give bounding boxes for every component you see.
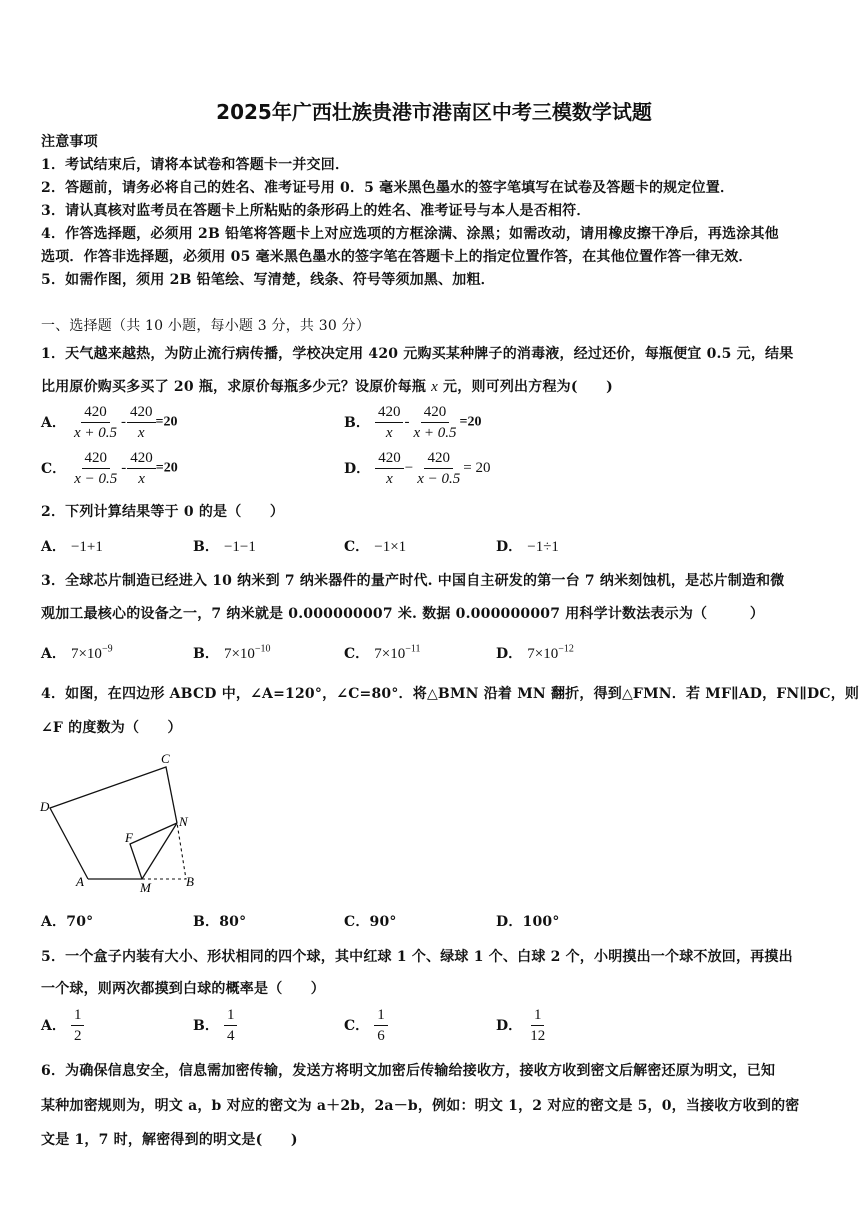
quadrilateral-figure <box>36 745 206 893</box>
label-d: D <box>40 799 50 814</box>
q1-option-b: B． $\frac{420}{x}$ - $\frac{420}{x + 0.5}$ =20 <box>344 404 482 441</box>
notice-item: 5．如需作图，须用 2B 铅笔绘、写清楚，线条、符号等须加黑、加粗． <box>41 272 495 288</box>
q3-stem-line1: 3．全球芯片制造已经进入 10 纳米到 7 纳米器件的量产时代. 中国自主研发的第一台 7 纳米刻蚀机，是芯片制造和微 <box>41 573 785 589</box>
notice-heading: 注意事项 <box>41 134 98 150</box>
q4-stem-line1: 4．如图，在四边形 ABCD 中，∠A=120°，∠C=80°．将△BMN 沿着 MN 翻折，得到△FMN．若 MF∥AD，FN∥DC，则 <box>41 686 860 702</box>
q6-stem-line3: 文是 1，7 时，解密得到的明文是( ) <box>41 1132 298 1148</box>
label-m: M <box>140 880 151 893</box>
q4-option-a: A．70° <box>41 914 94 930</box>
q1-stem-line1: 1．天气越来越热，为防止流行病传播，学校决定用 420 元购买某种牌子的消毒液，经过还价，每瓶便宜 0.5 元，结果 <box>41 346 794 362</box>
q2-option-c: C． −1×1 <box>344 539 407 555</box>
label-n: N <box>179 814 188 829</box>
notice-item: 选项．作答非选择题，必须用 05 毫米黑色墨水的签字笔在答题卡上的指定位置作答，在其他位置作答一律无效． <box>41 249 753 265</box>
q4-option-d: D．100° <box>496 914 560 930</box>
q5-option-a: A． $\frac{1}{2}$ <box>41 1006 84 1045</box>
q2-stem: 2．下列计算结果等于 0 的是（ ） <box>41 504 285 520</box>
folded-triangle-bmn <box>142 823 186 879</box>
section-heading: 一、选择题（共 10 小题，每小题 3 分，共 30 分） <box>41 318 371 334</box>
notice-item: 3．请认真核对监考员在答题卡上所粘贴的条形码上的姓名、准考证号与本人是否相符． <box>41 203 591 219</box>
q5-option-d: D． $\frac{1}{12}$ <box>496 1007 546 1044</box>
q3-stem-line2: 观加工最核心的设备之一，7 纳米就是 0.000000007 米. 数据 0.000000007 用科学计数法表示为（ ） <box>41 606 765 622</box>
q4-option-c: C．90° <box>344 914 397 930</box>
q1-option-d: D． $\frac{420}{x}$ − $\frac{420}{x - 0.5}$ = 20 <box>344 450 491 487</box>
q3-option-b: B． $7\times 10^{-10}$ <box>193 643 271 662</box>
q4-option-b: B．80° <box>193 914 247 930</box>
label-c: C <box>161 751 170 766</box>
triangle-fmn <box>130 823 177 879</box>
notice-item: 4．作答选择题，必须用 2B 铅笔将答题卡上对应选项的方框涂满、涂黑；如需改动，请用橡皮擦干净后，再选涂其他 <box>41 226 779 242</box>
q3-option-a: A． $7\times 10^{-9}$ <box>41 643 113 662</box>
notice-item: 2．答题前，请务必将自己的姓名、准考证号用 0．5 毫米黑色墨水的签字笔填写在试卷及答题卡的规定位置． <box>41 180 735 196</box>
label-b: B <box>186 874 194 889</box>
q3-option-d: D． $7\times 10^{-12}$ <box>496 643 574 662</box>
q6-stem-line1: 6．为确保信息安全，信息需加密传输，发送方将明文加密后传输给接收方，接收方收到密文后解密还原为明文，已知 <box>41 1063 776 1079</box>
segment-adcn <box>50 767 177 879</box>
q2-option-a: A． −1+1 <box>41 539 103 555</box>
q1-option-c: C． $\frac{420}{x - 0.5}$ - $\frac{420}{x}$ =20 <box>41 450 178 487</box>
q5-option-b: B． $\frac{1}{4}$ <box>193 1006 237 1045</box>
q1-stem-line2: 比用原价购买多买了 20 瓶，求原价每瓶多少元？设原价每瓶 x 元，则可列出方程为( ) <box>41 379 613 395</box>
q1-option-a: A． $\frac{420}{x + 0.5}$ - $\frac{420}{x}$ =20 <box>41 404 178 441</box>
label-f: F <box>125 830 133 845</box>
notice-item: 1．考试结束后，请将本试卷和答题卡一并交回． <box>41 157 350 173</box>
q3-option-c: C． $7\times 10^{-11}$ <box>344 643 421 662</box>
q5-stem-line1: 5．一个盒子内装有大小、形状相同的四个球，其中红球 1 个、绿球 1 个、白球 2 个，小明摸出一个球不放回，再摸出 <box>41 949 793 965</box>
q5-option-c: C． $\frac{1}{6}$ <box>344 1006 388 1045</box>
label-a: A <box>76 874 84 889</box>
q4-stem-line2: ∠F 的度数为（ ） <box>41 720 182 736</box>
q2-option-d: D． −1÷1 <box>496 539 559 555</box>
page-title: 2025年广西壮族贵港市港南区中考三模数学试题 <box>216 100 652 124</box>
q6-stem-line2: 某种加密规则为，明文 a，b 对应的密文为 a＋2b，2a－b，例如：明文 1，2 对应的密文是 5，0，当接收方收到的密 <box>41 1098 800 1114</box>
q2-option-b: B． −1−1 <box>193 539 256 555</box>
q5-stem-line2: 一个球，则两次都摸到白球的概率是（ ） <box>41 981 325 997</box>
